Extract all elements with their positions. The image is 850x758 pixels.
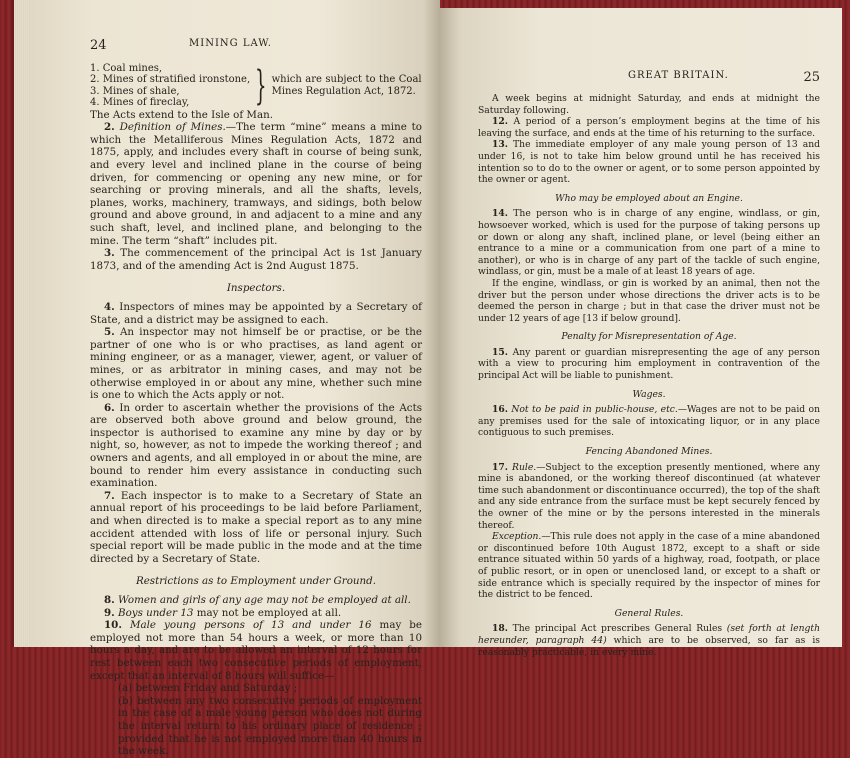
heading-penalty: Penalty for Misrepresentation of Age. [561,331,737,343]
section-15 [478,347,820,382]
section-text: Each inspector is to make to a Secretary of State an annual report of his proceedings to be laid before Parliament, and when directed is to make a special report as to any mine accident attended with loss of life or personal injury. Such special report will be made public in the mode and at the time directed by a Secretary of State. [90,489,422,565]
section-6 [90,402,422,490]
section-text: may be employed not more than 54 hours a week, or more than 10 hours a day, and are to be allowed an interval of 12 hours for rest between each two consecutive periods of employment, except that an interval of 8 hours will suffice— [90,619,422,682]
section-number: 6. [104,401,115,414]
left-running-head [90,38,422,53]
section-text: The commencement of the principal Act is 1st January 1873, and of the amending Act is 2nd August 1875. [90,247,422,272]
section-number: 2. [104,121,115,134]
section-text: —Wages are not to be paid on any premises used for the sale of intoxicating liquor, or in any place contiguous to such premises. [478,404,820,439]
section-number: 8. [104,594,115,606]
section-2 [90,121,422,247]
mines-list-note: which are subject to the Coal Mines Regulation Act, 1872. [271,74,422,97]
left-running-title: MINING LAW. [189,38,272,49]
section-text: The person who is in charge of any engine, windlass, or gin, howsoever worked, which is used for the purpose of taking persons up or down or along any shaft, inclined plane, or level (being either an entrance to a mine or a communication from one part of a mine to another), or who is in charge of any part of the tackle of such engine, windlass, or gin, must be a male of at least 18 years of age. [478,208,821,278]
section-text: In order to ascertain whether the provisions of the Acts are observed both above ground and below ground, the inspector is authorised to examine any mine by day or by night, so, however, as not to impede the working thereof ; and owners and agents, and all employed in or about the mine, are bound to render him every assistance in conducting such examination. [90,401,422,490]
section-7 [90,490,422,566]
section-number: 10. [104,619,122,632]
section-text: —Subject to the exception presently mentioned, where any mine is abandoned, or the working thereof discontinued (at whatever time such abandonment or discontinuance occurred), the top of the shaft and any side entrance from the surface must be kept securely fenced by the owner of the mine or by the persons interested in the minerals thereof. [478,461,820,531]
section-12 [478,116,820,139]
definition-week: A week begins at midnight Saturday, and ends at midnight the Saturday following. [478,93,820,116]
section-14 [478,208,820,278]
section-number: 18. [492,623,508,635]
section-number: 5. [104,326,115,339]
isle-of-man-note: The Acts extend to the Isle of Man. [90,108,274,121]
section-text: Women and girls of any age may not be employed at all. [118,594,411,606]
section-17 [478,462,820,532]
section-text: may not be employed at all. [193,606,342,619]
section-text: Inspectors of mines may be appointed by a Secretary of State, and a district may be assigned to each. [90,300,422,326]
section-emphasis: (set forth at length hereunder, paragraph 44) [478,623,821,646]
right-running-head [478,70,820,85]
section-number: 4. [104,300,115,313]
right-page-number: 25 [803,70,820,85]
mines-list-item: 4. Mines of fireclay, [90,97,190,109]
section-number: 13. [492,139,508,151]
section-emphasis: Rule. [512,461,537,473]
section-number: 7. [104,489,115,502]
heading-engine: Who may be employed about an Engine. [555,192,743,204]
section-18 [478,623,820,658]
right-running-title: GREAT BRITAIN. [628,70,729,81]
section-13 [478,139,820,185]
section-number: 12. [492,116,508,128]
section-emphasis: Male young persons of 13 and under 16 [129,619,372,632]
section-number: 9. [104,606,115,619]
section-17-exception [478,531,820,601]
section-emphasis: Not to be paid in public-house, etc. [511,404,678,416]
section-5 [90,326,422,402]
section-10-clause-b: (b) between any two consecutive periods of employment in the case of a male young person who does not during the interval return to his ordinary place of residence ; provided that he is not employed more than 40 hours in the week. [118,694,422,758]
section-number: 14. [492,208,508,220]
mines-list-item: 3. Mines of shale, [90,85,180,97]
section-text: The principal Act prescribes General Rules [512,623,727,635]
section-text: A period of a person’s employment begins at the time of his leaving the surface, and ends at the time of his returning to the surface. [478,116,820,139]
section-9 [90,607,422,620]
section-10 [90,619,422,682]
section-text: The immediate employer of any male young person of 13 and under 16, is not to take him below ground until he has received his intention so to do to the owner or agent, or to some person appointed by the owner or agent. [478,139,820,186]
section-3 [90,247,422,272]
section-emphasis: Exception. [492,531,542,543]
section-10-clause-a: (a) between Friday and Saturday ; [118,682,298,695]
mines-list-item: 1. Coal mines, [90,63,163,74]
right-page [440,8,842,658]
heading-fencing: Fencing Abandoned Mines. [585,446,713,458]
mines-list-block [90,63,422,109]
section-4 [90,301,422,326]
brace-symbol: } [255,62,267,109]
heading-wages: Wages. [632,388,666,400]
section-emphasis: Boys under 13 [118,606,194,619]
mines-list-item: 2. Mines of stratified ironstone, [90,74,251,86]
mines-list [90,63,250,109]
section-14-continued: If the engine, windlass, or gin is worked by an animal, then not the driver but the person under whose directions the driver acts is to be deemed the person in charge ; but in that case the driver must not be under 12 years of age [13 if below ground]. [478,277,820,324]
section-text: —The term “mine” means a mine to which the Metalliferous Mines Regulation Acts, 1872 and 1875, apply, and includes every shaft in course of being sunk, and every level and inclined plane in the course of being driven, for commencing or opening any new mine, or for searching or proving minerals, and all the shafts, levels, planes, works, machinery, tramways, and sidings, both below ground and above ground, in and adjacent to a mine and any such shaft, level, and inclined plane, and belonging to the mine. The term “shaft” includes pit. [90,121,422,247]
left-page-body [90,63,422,758]
section-8 [90,594,422,607]
heading-general-rules: General Rules. [614,607,684,619]
section-number: 15. [492,346,508,358]
section-number: 17. [492,461,508,473]
section-title: Definition of Mines. [119,121,226,134]
section-16 [478,404,820,439]
section-number: 3. [104,247,115,260]
section-text: An inspector may not himself be or practise, or be the partner of one who is or who practises, as land agent or mining engineer, or as a manager, viewer, agent, or valuer of mines, or as arbitrator in mining cases, and may not be otherwise employed in or about any mine, whether such mine is one to which the Acts apply or not. [90,326,423,402]
section-text: Any parent or guardian misrepresenting the age of any person with a view to procuring him employment in contravention of the principal Act will be liable to punishment. [478,346,821,382]
section-text: which are to be observed, so far as is reasonably practicable, in every mine. [478,634,821,658]
section-text: —This rule does not apply in the case of a mine abandoned or discontinued before 10th August 1872, except to a shaft or side entrance situated within 50 yards of a highway, road, footpath, or place of public resort, or in open or unenclosed land, or except to a shaft or side entrance which is specially required by the inspector of mines for the district to be fenced. [478,531,820,601]
right-page-body [478,93,820,658]
heading-inspectors: Inspectors. [226,282,286,295]
section-number: 16. [492,404,508,416]
heading-restrictions: Restrictions as to Employment under Ground. [135,575,377,588]
left-page [30,0,440,758]
left-page-number: 24 [90,38,107,53]
